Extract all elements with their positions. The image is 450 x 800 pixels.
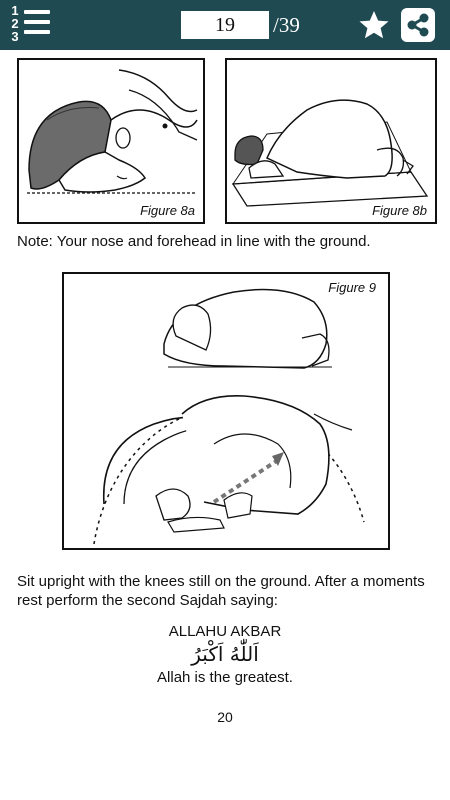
page-number-input[interactable] (181, 11, 269, 39)
bookmark-star-button[interactable] (357, 8, 391, 42)
figure-9-illustration (64, 274, 388, 548)
toc-numbers: 1 2 3 (11, 3, 19, 44)
figure-9-caption: Figure 9 (328, 280, 376, 295)
note-text: Note: Your nose and forehead in line with the ground. (17, 233, 371, 250)
figure-8b-illustration (227, 60, 435, 222)
share-icon (401, 8, 435, 42)
takbir-arabic: اَللّٰهُ اَكْبَرُ (191, 642, 259, 666)
table-of-contents-button[interactable] (8, 4, 54, 46)
figure-8a-caption: Figure 8a (140, 203, 195, 218)
figure-8a (17, 58, 205, 224)
star-icon (357, 8, 391, 42)
top-toolbar (0, 0, 450, 50)
figure-8b-caption: Figure 8b (372, 203, 427, 218)
takbir-latin: ALLAHU AKBAR (168, 623, 282, 640)
instruction-line-1: Sit upright with the knees still on the ground. After a moments (17, 573, 425, 590)
page-total-label: /39 (273, 13, 300, 37)
figure-9 (62, 272, 390, 550)
list-icon (24, 10, 50, 40)
translation-text: Allah is the greatest. (157, 669, 293, 686)
share-button[interactable] (401, 8, 435, 42)
figure-8a-illustration (19, 60, 203, 222)
figure-8b (225, 58, 437, 224)
page-number: 20 (217, 709, 233, 725)
instruction-line-2: rest perform the second Sajdah saying: (17, 592, 278, 609)
